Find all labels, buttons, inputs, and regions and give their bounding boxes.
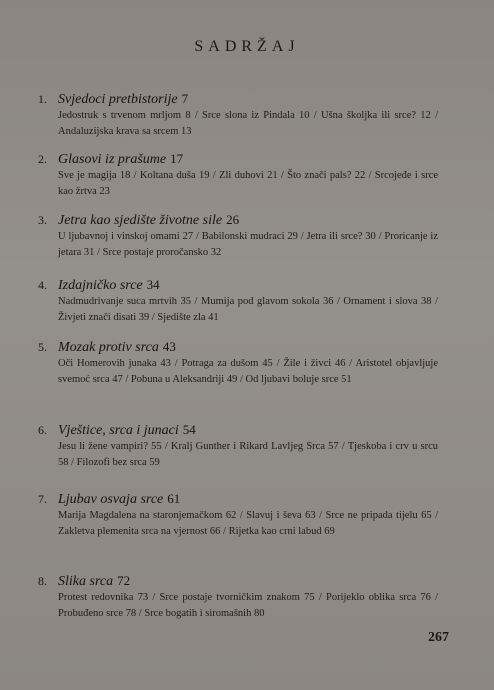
chapter-heading <box>38 276 438 294</box>
chapter-entry <box>38 150 438 199</box>
page-title: SADRŽAJ <box>194 38 300 55</box>
chapter-heading <box>38 421 438 439</box>
chapter-number: 6. <box>38 423 47 437</box>
chapter-heading <box>38 90 438 108</box>
chapter-entry <box>38 276 438 325</box>
chapter-page: 43 <box>162 339 176 354</box>
chapter-title: Vještice, srca i junaci <box>58 423 179 438</box>
chapter-entry <box>38 421 438 470</box>
chapter-page: 26 <box>226 212 240 227</box>
chapter-entry <box>38 90 438 139</box>
chapter-sections: U ljubavnoj i vinskoj omami 27 / Babilonski mudraci 29 / Jetra ili srce? 30 / Proricanje iz jetara 31 / Srce postaje proročansko 32 <box>58 231 438 258</box>
chapter-title: Slika srca <box>58 574 114 589</box>
chapter-number: 1. <box>38 92 47 106</box>
chapter-page: 72 <box>117 573 131 588</box>
chapter-heading <box>38 150 438 168</box>
chapter-title: Jetra kao sjedište životne sile <box>58 213 223 228</box>
chapter-entry <box>38 338 438 387</box>
chapter-number: 8. <box>38 574 47 588</box>
chapter-number: 2. <box>38 152 47 166</box>
chapter-sections: Oči Homerovih junaka 43 / Potraga za dušom 45 / Žile i živci 46 / Aristotel objavljuje svemoć srca 47 / Pobuna u Aleksandriji 49 / Od ljubavi boluje srce 51 <box>58 358 438 385</box>
chapter-heading <box>38 338 438 356</box>
chapter-sections: Jedostruk s trvenom mrljom 8 / Srce slona iz Pindala 10 / Ušna školjka ili srce? 12 / Andaluzijska krava sa srcem 13 <box>58 110 438 137</box>
chapter-number: 7. <box>38 492 47 506</box>
chapter-heading <box>38 211 438 229</box>
chapter-sections: Protest redovnika 73 / Srce postaje tvorničkim znakom 75 / Porijeklo oblika srca 76 / Probuđeno srce 78 / Srce bogatih i siromašnih 80 <box>58 592 438 619</box>
chapter-page: 7 <box>181 91 189 106</box>
chapter-number: 5. <box>38 340 47 354</box>
chapter-page: 54 <box>182 422 196 437</box>
chapter-sections: Nadmudrivanje suca mrtvih 35 / Mumija pod glavom sokola 36 / Ornament i slova 38 / Živjeti znači disati 39 / Sjedište zla 41 <box>58 296 438 323</box>
chapter-number: 3. <box>38 213 47 227</box>
chapter-title: Mozak protiv srca <box>58 340 159 355</box>
chapter-entry <box>38 490 438 539</box>
chapter-page: 34 <box>146 277 160 292</box>
chapter-heading <box>38 490 438 508</box>
chapter-page: 17 <box>170 151 184 166</box>
chapter-number: 4. <box>38 278 47 292</box>
chapter-heading <box>38 572 438 590</box>
chapter-entry <box>38 211 438 260</box>
chapter-title: Ljubav osvaja srce <box>58 492 164 507</box>
chapter-entry <box>38 572 438 621</box>
chapter-page: 61 <box>167 491 181 506</box>
chapter-sections: Jesu li žene vampiri? 55 / Kralj Gunther i Rikard Lavljeg Srca 57 / Tjeskoba i crv u srcu 58 / Filozofi bez srca 59 <box>58 441 438 468</box>
chapter-sections: Sve je magija 18 / Koltana duša 19 / Zli duhovi 21 / Što znači pals? 22 / Srcojeđe i srce kao žrtva 23 <box>58 170 438 197</box>
chapter-title: Glasovi iz prašume <box>58 152 167 167</box>
page-number: 267 <box>428 630 449 645</box>
chapter-title: Izdajničko srce <box>58 278 143 293</box>
chapter-title: Svjedoci pretbistorije <box>58 92 178 107</box>
chapter-sections: Marija Magdalena na staronjemačkom 62 / Slavuj i ševa 63 / Srce ne pripada tijelu 65 / Zakletva plemenita srca na vjernost 66 / Rijetka kao crni labud 69 <box>58 510 438 537</box>
